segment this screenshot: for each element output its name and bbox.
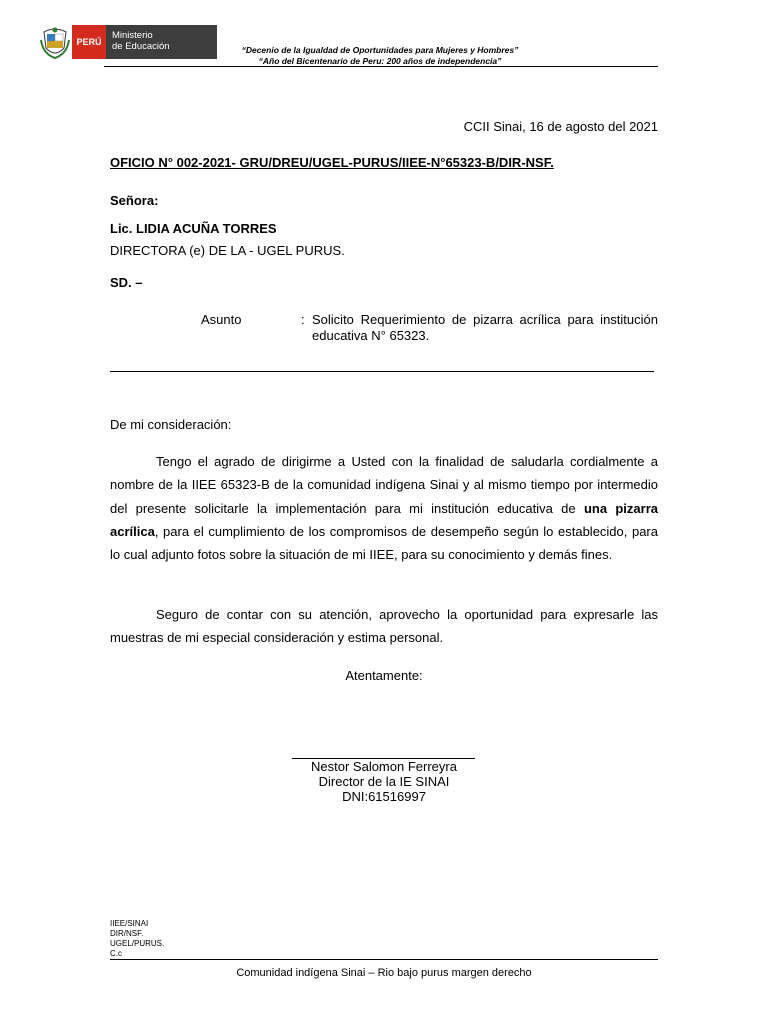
salutation: Señora: (110, 193, 159, 208)
body-paragraph-1 (110, 450, 658, 566)
ministry-logo-line-1: Ministerio (112, 30, 153, 41)
document-reference: OFICIO N° 002-2021- GRU/DREU/UGEL-PURUS/IIEE-N°65323-B/DIR-NSF. (110, 155, 554, 170)
decade-quote: “Decenio de la Igualdad de Oportunidades para Mujeres y Hombres” (241, 45, 519, 55)
closing: Atentamente: (345, 668, 423, 683)
header-quotes (210, 45, 550, 67)
signatory-name: Nestor Salomon Ferreyra (311, 759, 457, 774)
ministry-logo-badge (106, 25, 217, 59)
paragraph-1-bold-item: una pizarra acrílica (110, 500, 658, 539)
peru-logo-badge (72, 25, 106, 59)
sd-abbreviation: SD. – (110, 275, 143, 290)
signatory-title: Director de la IE SINAI (318, 774, 450, 789)
reference-line: UGEL/PURUS. (110, 939, 165, 948)
recipient-title: DIRECTORA (e) DE LA - UGEL PURUS. (110, 243, 345, 258)
paragraph-1-text-end: , para el cumplimiento de los compromisos de desempeño según lo establecido, para lo cual adjunto fotos sobre la situación de mi IIEE, para su conocimiento y demás fines. (110, 523, 658, 563)
year-quote: “Año del Bicentenario de Peru: 200 años de independencia” (258, 56, 502, 66)
peru-logo-text: PERÚ (76, 37, 102, 47)
footer-divider (110, 959, 658, 960)
subject-label: Asunto (201, 312, 242, 327)
paragraph-1-text-start: Tengo el agrado de dirigirme a Usted con la finalidad de saludarla cordialmente a nombre de la IIEE 65323-B de la comunidad indígena Sinai y al mismo tiempo por intermedio del presente solicitarle la implementación para mi institución educativa de (110, 454, 658, 516)
body-paragraph-2: Seguro de contar con su atención, aprovecho la oportunidad para expresarle las muestras de mi especial consideración y estima personal. (110, 607, 658, 646)
footer-text: Comunidad indígena Sinai – Rio bajo purus margen derecho (236, 967, 532, 979)
greeting: De mi consideración: (110, 417, 232, 432)
peru-coat-of-arms-icon (40, 26, 70, 60)
reference-line: IIEE/SINAI (110, 919, 149, 928)
subject-colon: : (301, 312, 305, 327)
subject-divider (110, 371, 654, 372)
reference-line: C.c (110, 949, 122, 958)
header-divider (104, 66, 658, 67)
reference-initials (110, 919, 164, 959)
ministry-logo-line-2: de Educación (112, 41, 170, 52)
recipient-name: Lic. LIDIA ACUÑA TORRES (110, 221, 277, 236)
signatory-dni: DNI:61516997 (342, 789, 426, 804)
reference-line: DIR/NSF. (110, 929, 144, 938)
place-date: CCII Sinai, 16 de agosto del 2021 (463, 119, 658, 134)
subject-text: Solicito Requerimiento de pizarra acrílica para institución educativa N° 65323. (312, 312, 658, 343)
